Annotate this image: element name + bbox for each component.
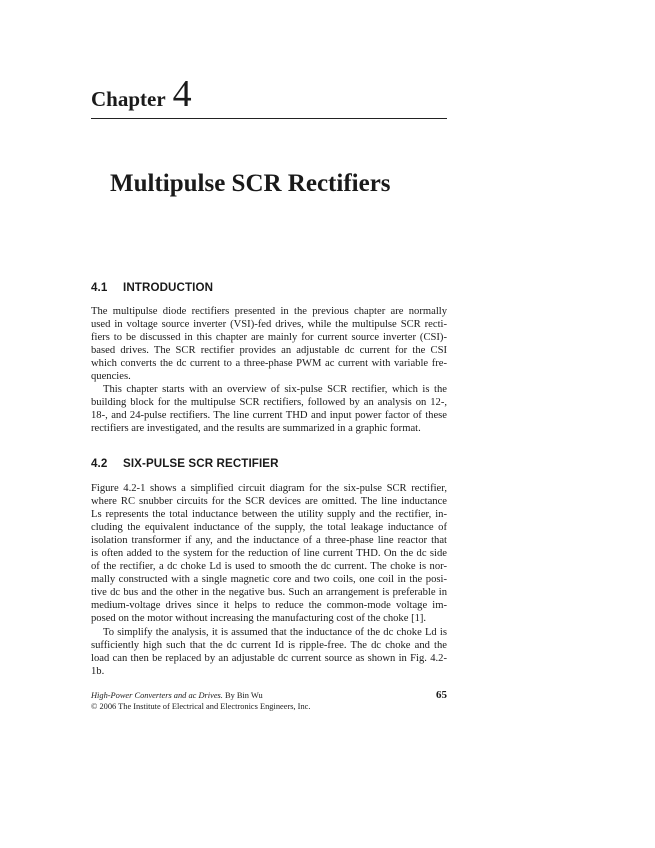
text-line: quencies.: [91, 371, 131, 383]
chapter-word: Chapter: [91, 87, 166, 111]
chapter-heading: [91, 72, 447, 116]
book-citation: [91, 690, 447, 701]
paragraph: [91, 305, 447, 383]
text-line: The multipulse diode rectifiers presented in the previous chapter are normally: [91, 306, 447, 317]
section-body-introduction: [91, 305, 447, 435]
chapter-title: Multipulse SCR Rectifiers: [110, 170, 391, 197]
text-line: where RC snubber circuits for the SCR devices are omitted. The line inductance: [91, 496, 447, 508]
text-line: based drives. The SCR rectifier provides an adjustable dc current for the CSI: [91, 345, 447, 357]
section-title: INTRODUCTION: [123, 281, 214, 294]
text-line: sufficiently high such that the dc current Id is ripple-free. The dc choke and the: [91, 639, 447, 651]
section-heading-introduction: [91, 281, 213, 294]
text-line: To simplify the analysis, it is assumed that the inductance of the dc choke Ld is: [103, 626, 447, 638]
text-line: 18-, and 24-pulse rectifiers. The line current THD and input power factor of these: [91, 410, 447, 422]
book-title: High-Power Converters and ac Drives.: [91, 691, 223, 700]
copyright-line: © 2006 The Institute of Electrical and Electronics Engineers, Inc.: [91, 702, 311, 711]
page-number: 65: [436, 689, 447, 701]
text-line: 1b.: [91, 665, 105, 677]
text-line: used in voltage source inverter (VSI)-fed drives, while the multipulse SCR recti-: [91, 319, 447, 331]
page-footer: [91, 690, 447, 712]
section-number: 4.2: [91, 457, 108, 470]
text-line: This chapter starts with an overview of six-pulse SCR rectifier, which is the: [103, 384, 447, 396]
text-line: medium-voltage drives since it helps to reduce the common-mode voltage im-: [91, 600, 447, 612]
text-line: cluding the equivalent inductance of the supply, the total leakage inductance of: [91, 522, 447, 534]
paragraph: [91, 626, 447, 678]
text-line: of the rectifier, a dc choke Ld is used to smooth the dc current. The choke is nor-: [91, 561, 447, 573]
text-line: tive dc bus and the other in the negative bus. Such an arrangement is preferable in: [91, 587, 447, 599]
text-line: is often added to the system for the reduction of line current THD. On the dc side: [91, 548, 447, 560]
text-line: rectifiers are investigated, and the results are summarized in a graphic format.: [91, 423, 421, 435]
section-heading-six-pulse: [91, 457, 279, 470]
section-body-six-pulse: [91, 482, 447, 678]
text-line: fiers to be discussed in this chapter are mainly for current source inverter (CSI)-: [91, 332, 447, 344]
text-line: isolation transformer if any, and the inductance of a three-phase line reactor that: [91, 535, 447, 547]
text-line: load can then be replaced by an adjustable dc current source as shown in Fig. 4.2-: [91, 652, 447, 664]
text-line: posed on the motor without increasing the manufacturing cost of the choke [1].: [91, 613, 427, 625]
text-line: which converts the dc current to a three-phase PWM ac current with variable fre-: [91, 358, 447, 370]
text-line: Ls represents the total inductance between the utility supply and the rectifier, in-: [91, 509, 447, 521]
section-title: SIX-PULSE SCR RECTIFIER: [123, 457, 279, 470]
book-author: By Bin Wu: [222, 691, 263, 700]
section-number: 4.1: [91, 281, 108, 294]
chapter-number: 4: [172, 73, 192, 115]
text-line: building block for the multipulse SCR rectifiers, followed by an analysis on 12-,: [91, 397, 447, 409]
text-line: Figure 4.2-1 shows a simplified circuit diagram for the six-pulse SCR rectifier,: [91, 483, 447, 494]
text-line: mally constructed with a single magnetic core and two coils, one coil in the posi-: [91, 574, 447, 586]
chapter-rule: [91, 118, 447, 119]
paragraph: [91, 383, 447, 435]
paragraph: [91, 482, 447, 626]
